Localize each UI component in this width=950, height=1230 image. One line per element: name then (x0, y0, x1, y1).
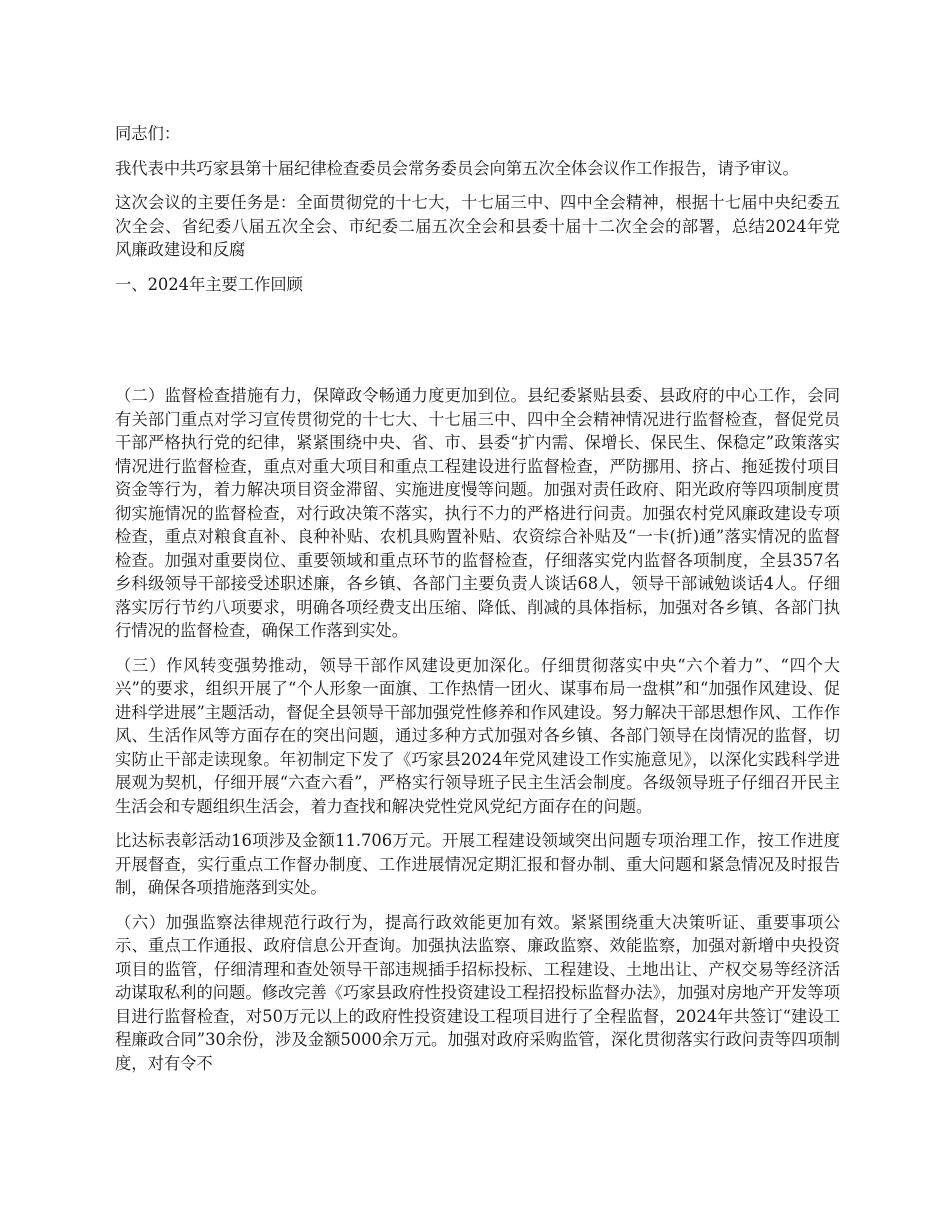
paragraph-supervision: （二）监督检查措施有力，保障政令畅通力度更加到位。县纪委紧贴县委、县政府的中心工作，会同有关部门重点对学习宣传贯彻党的十七大、十七届三中、四中全会精神情况进行监督检查，督促党员干部严格执行党的纪律，紧紧围绕中央、省、市、县委“扩内需、保增长、保民生、保稳定”政策落实情况进行监督检查，重点对重大项目和重点工程建设进行监督检查，严防挪用、挤占、拖延拨付项目资金等行为，着力解决项目资金滞留、实施进度慢等问题。加强对责任政府、阳光政府等四项制度贯彻实施情况的监督检查，对行政决策不落实，执行不力的严格进行问责。加强农村党风廉政建设专项检查，重点对粮食直补、良种补贴、农机具购置补贴、农资综合补贴及“一卡(折)通”落实情况的监督检查。加强对重要岗位、重要领域和重点环节的监督检查，仔细落实党内监督各项制度，全县357名乡科级领导干部接受述职述廉，各乡镇、各部门主要负责人谈话68人，领导干部诫勉谈话4人。仔细落实厉行节约八项要求，明确各项经费支出压缩、降低、削减的具体指标，加强对各乡镇、各部门执行情况的监督检查，确保工作落到实处。 (115, 386, 840, 640)
paragraph-meeting-tasks: 这次会议的主要任务是：全面贯彻党的十七大，十七届三中、四中全会精神，根据十七届中央纪委五次全会、省纪委八届五次全会、市纪委二届五次全会和县委十届十二次全会的部署，总结2024年党风廉政建设和反腐 (115, 193, 840, 259)
paragraph-administrative-supervision: （六）加强监察法律规范行政行为，提高行政效能更加有效。紧紧围绕重大决策听证、重要事项公示、重点工作通报、政府信息公开查询。加强执法监察、廉政监察、效能监察，加强对新增中央投资项目的监管，仔细清理和查处领导干部违规插手招标投标、工程建设、土地出让、产权交易等经济活动谋取私利的问题。修改完善《巧家县政府性投资建设工程招投标监督办法》，加强对房地产开发等项目进行监督检查，对50万元以上的政府性投资建设工程项目进行了全程监督，2024年共签订“建设工程廉政合同”30余份，涉及金额5000余万元。加强对政府采购监管，深化贯彻落实行政问责等四项制度，对有令不 (115, 912, 840, 1073)
paragraph-opening: 我代表中共巧家县第十届纪律检查委员会常务委员会向第五次全体会议作工作报告，请予审议。 (115, 158, 799, 178)
document-page (115, 122, 840, 1086)
paragraph-work-style: （三）作风转变强势推动，领导干部作风建设更加深化。仔细贯彻落实中央“六个着力”、“四个大兴”的要求，组织开展了“个人形象一面旗、工作热情一团火、谋事布局一盘棋”和“加强作风建设、促进科学进展”主题活动，督促全县领导干部加强党性修养和作风建设。努力解决干部思想作风、工作作风、生活作风等方面存在的突出问题，通过多种方式加强对各乡镇、各部门领导在岗情况的监督，切实防止干部走读现象。年初制定下发了《巧家县2024年党风建设工作实施意见》，以深化实践科学进展观为契机，仔细开展“六查六看”，严格实行领导班子民主生活会制度。各级领导班子仔细召开民主生活会和专题组织生活会，着力查找和解决党性党风党纪方面存在的问题。 (115, 655, 840, 816)
blank-space (115, 296, 840, 384)
paragraph-special-governance: 比达标表彰活动16项涉及金额11.706万元。开展工程建设领域突出问题专项治理工作，按工作进度开展督查，实行重点工作督办制度、工作进展情况定期汇报和督办制、重大问题和紧急情况及时报告制，确保各项措施落到实处。 (115, 831, 840, 897)
salutation: 同志们： (115, 124, 181, 143)
section-heading: 一、2024年主要工作回顾 (115, 274, 303, 294)
